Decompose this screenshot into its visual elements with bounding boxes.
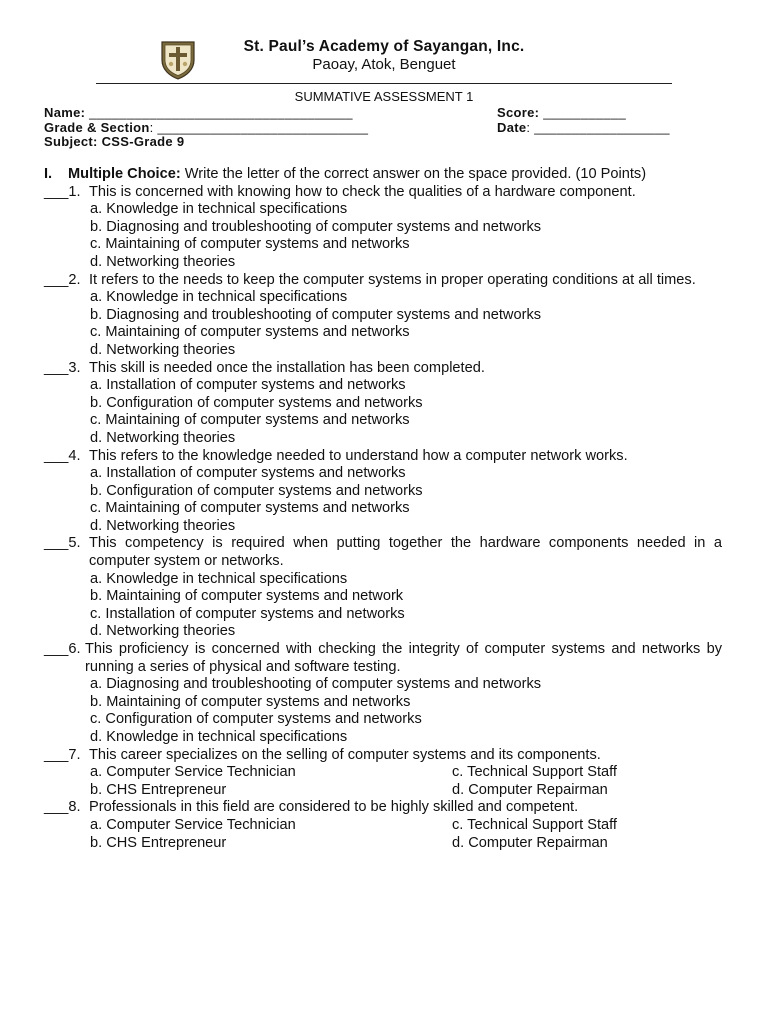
school-crest-icon — [160, 40, 196, 80]
choice-d: d. Networking theories — [90, 341, 236, 358]
choice-a: a. Installation of computer systems and networks — [90, 465, 406, 482]
choice-b: b. Maintaining of computer systems and network — [90, 588, 404, 605]
answer-blank-4[interactable]: ___4. — [44, 447, 81, 464]
answer-blank-8[interactable]: ___8. — [44, 799, 81, 816]
school-name: St. Paul’s Academy of Sayangan, Inc. — [243, 38, 525, 55]
question-text: This proficiency is concerned with checking the integrity of computer systems and networks by running a series of physical and software testing. — [85, 641, 722, 675]
grade-section-label: Grade & Section — [44, 120, 150, 135]
question-7 — [44, 747, 722, 800]
header-divider — [96, 83, 672, 84]
choice-a: a. Knowledge in technical specifications — [90, 570, 348, 587]
choice-d: d. Networking theories — [90, 429, 236, 446]
name-label: Name: — [44, 105, 86, 120]
choice-c: c. Technical Support Staff — [452, 816, 617, 833]
question-text: It refers to the needs to keep the computer systems in proper operating conditions at all times. — [89, 271, 696, 288]
answer-blank-1[interactable]: ___1. — [44, 183, 81, 200]
choice-c: c. Maintaining of computer systems and networks — [90, 412, 410, 429]
answer-blank-5[interactable]: ___5. — [44, 535, 81, 552]
answer-blank-6[interactable]: ___6. — [44, 641, 81, 658]
choice-d: d. Computer Repairman — [452, 781, 608, 798]
grade-section-blank[interactable]: ____________________________ — [157, 120, 369, 135]
choice-a: a. Diagnosing and troubleshooting of computer systems and networks — [90, 676, 542, 693]
question-6 — [44, 641, 722, 747]
score-label: Score: — [497, 105, 540, 120]
choice-b: b. Configuration of computer systems and networks — [90, 482, 423, 499]
subject-label: Subject: CSS-Grade 9 — [44, 134, 185, 149]
choice-a: a. Computer Service Technician — [90, 816, 296, 833]
choice-a: a. Installation of computer systems and networks — [90, 377, 406, 394]
section-heading — [44, 166, 722, 184]
name-field[interactable] — [44, 105, 353, 120]
section-number: I. — [44, 166, 53, 182]
question-text: This skill is needed once the installation has been completed. — [89, 359, 485, 376]
choice-d: d. Knowledge in technical specifications — [90, 729, 348, 745]
choice-b: b. Diagnosing and troubleshooting of computer systems and networks — [90, 306, 542, 323]
assessment-title: SUMMATIVE ASSESSMENT 1 — [294, 89, 474, 104]
choice-b: b. Maintaining of computer systems and networks — [90, 693, 411, 710]
choice-d: d. Networking theories — [90, 517, 236, 534]
answer-blank-3[interactable]: ___3. — [44, 359, 81, 376]
name-blank[interactable]: ___________________________________ — [89, 105, 353, 120]
choice-a: a. Knowledge in technical specifications — [90, 289, 348, 306]
choice-d: d. Networking theories — [90, 253, 236, 270]
choice-d: d. Networking theories — [90, 623, 236, 640]
question-2 — [44, 272, 722, 360]
score-blank[interactable]: ___________ — [543, 105, 627, 120]
choice-c: c. Maintaining of computer systems and networks — [90, 500, 410, 517]
answer-blank-2[interactable]: ___2. — [44, 271, 81, 288]
choice-b: b. CHS Entrepreneur — [90, 834, 227, 851]
question-text: This is concerned with knowing how to check the qualities of a hardware component. — [89, 183, 636, 200]
grade-section-field[interactable] — [44, 120, 368, 135]
choice-c: c. Technical Support Staff — [452, 764, 617, 781]
choice-c: c. Maintaining of computer systems and networks — [90, 236, 410, 253]
score-field[interactable] — [497, 105, 626, 120]
question-1 — [44, 184, 722, 272]
question-4 — [44, 448, 722, 536]
question-text: This refers to the knowledge needed to understand how a computer network works. — [89, 447, 628, 464]
question-text: This competency is required when putting together the hardware components needed in a computer system or networks. — [89, 535, 722, 570]
choice-c: c. Maintaining of computer systems and networks — [90, 324, 410, 341]
choice-b: b. CHS Entrepreneur — [90, 781, 227, 798]
choice-c: c. Configuration of computer systems and networks — [90, 711, 422, 728]
date-blank[interactable]: __________________ — [534, 120, 670, 135]
answer-blank-7[interactable]: ___7. — [44, 746, 81, 763]
question-8 — [44, 799, 722, 852]
choice-c: c. Installation of computer systems and networks — [90, 605, 405, 622]
choice-b: b. Diagnosing and troubleshooting of computer systems and networks — [90, 218, 542, 235]
multiple-choice-section — [44, 166, 722, 852]
choice-a: a. Computer Service Technician — [90, 764, 296, 781]
date-colon: : — [526, 120, 531, 135]
date-label: Date — [497, 120, 527, 135]
question-3 — [44, 360, 722, 448]
school-address: Paoay, Atok, Benguet — [312, 56, 456, 73]
choice-a: a. Knowledge in technical specifications — [90, 201, 348, 218]
grade-colon: : — [149, 120, 154, 135]
question-5 — [44, 535, 722, 641]
choice-b: b. Configuration of computer systems and networks — [90, 394, 423, 411]
section-title: Multiple Choice: — [68, 166, 181, 182]
date-field[interactable] — [497, 120, 670, 135]
question-text: This career specializes on the selling of computer systems and its components. — [89, 746, 601, 763]
question-text: Professionals in this field are considered to be highly skilled and competent. — [89, 799, 579, 816]
section-instructions: Write the letter of the correct answer on the space provided. (10 Points) — [184, 166, 647, 182]
choice-d: d. Computer Repairman — [452, 834, 608, 851]
